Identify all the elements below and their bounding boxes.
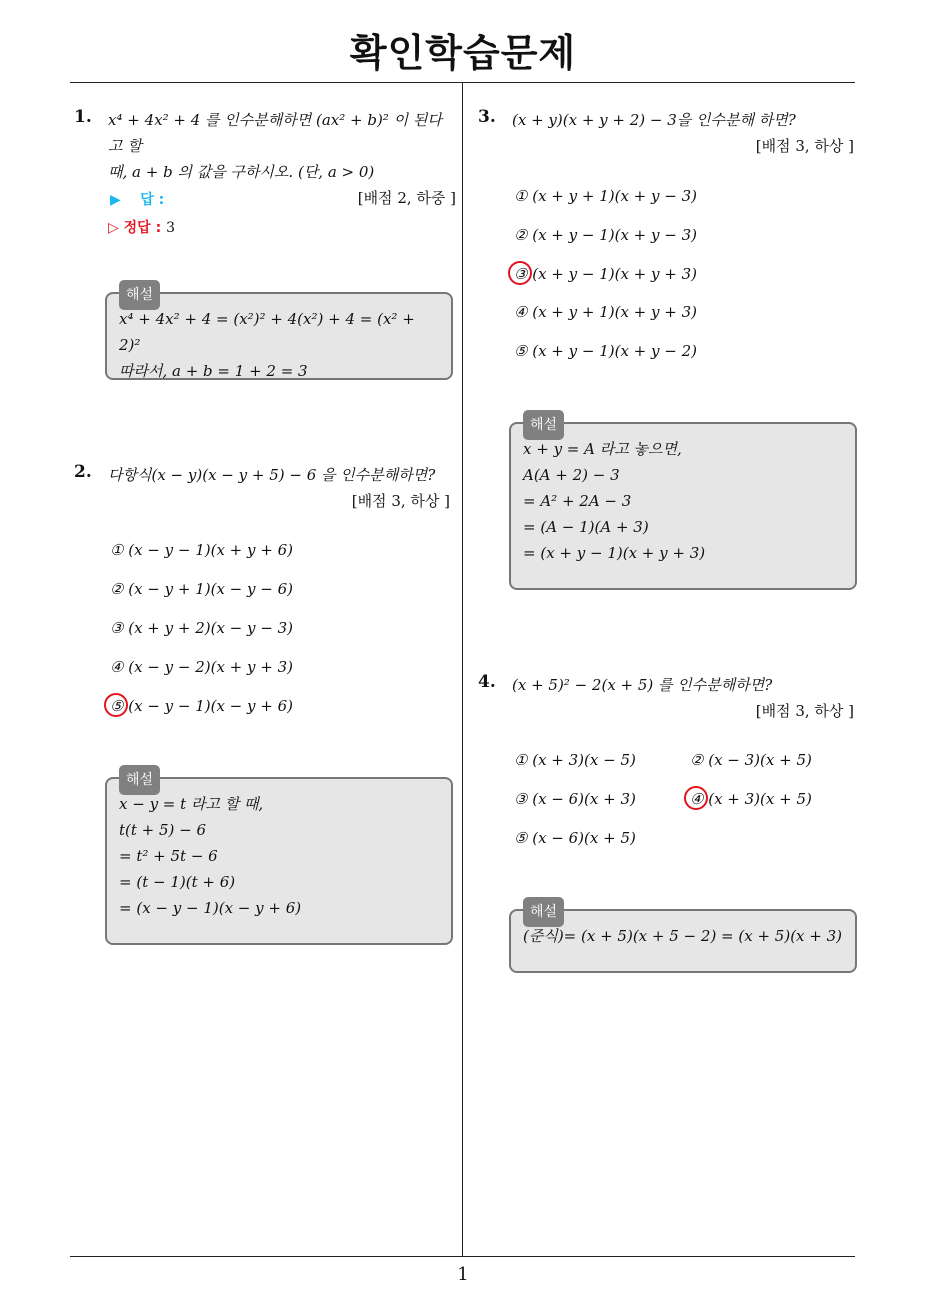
- question-number: 4.: [478, 672, 496, 692]
- solution-line: x + y = A 라고 놓으면,: [523, 440, 682, 458]
- outline-play-icon: ▷: [108, 220, 119, 236]
- correct-answer-value: 3: [166, 220, 175, 236]
- score-label: [배점 3, 하상 ]: [351, 492, 450, 510]
- correct-answer-line: [108, 217, 175, 237]
- question-3: [478, 107, 854, 159]
- choice-1[interactable]: ① (x − y − 1)(x + y + 6): [110, 541, 293, 559]
- solution-line: = (x + y − 1)(x + y + 3): [523, 544, 706, 562]
- choice-5[interactable]: [110, 697, 293, 715]
- page-number: 1: [457, 1264, 469, 1285]
- correct-label: 정답 :: [123, 220, 162, 236]
- selected-mark-icon: [684, 786, 708, 810]
- selected-mark-icon: [508, 261, 532, 285]
- solution-tag: 해설: [119, 280, 160, 310]
- play-icon: ▶: [110, 192, 121, 208]
- solution-line: x − y = t 라고 할 때,: [119, 795, 264, 813]
- question-number: 3.: [478, 107, 496, 127]
- solution-line: 따라서, a + b = 1 + 2 = 3: [119, 362, 308, 380]
- choice-4[interactable]: [690, 790, 812, 808]
- solution-tag: 해설: [119, 765, 160, 795]
- answer-line: [110, 189, 164, 209]
- choice-1[interactable]: ① (x + 3)(x − 5): [514, 751, 636, 769]
- solution-box-4: [509, 904, 857, 973]
- question-number: 1.: [74, 107, 92, 127]
- choice-2[interactable]: ② (x + y − 1)(x + y − 3): [514, 226, 697, 244]
- question-2: [74, 462, 450, 514]
- question-number: 2.: [74, 462, 92, 482]
- choice-3[interactable]: ③ (x + y + 2)(x − y − 3): [110, 619, 293, 637]
- question-4: [478, 672, 854, 724]
- solution-line: = (x − y − 1)(x − y + 6): [119, 899, 302, 917]
- question-text-line: (x + y)(x + y + 2) − 3을 인수분해 하면?: [512, 111, 796, 129]
- choice-4[interactable]: ④ (x + y + 1)(x + y + 3): [514, 303, 697, 321]
- solution-tag: 해설: [523, 410, 564, 440]
- question-text-line: (x + 5)² − 2(x + 5) 를 인수분해하면?: [512, 676, 773, 694]
- choice-text: ③ (x + y − 1)(x + y + 3): [514, 265, 697, 283]
- choice-1[interactable]: ① (x + y + 1)(x + y − 3): [514, 187, 697, 205]
- choice-text: ⑤ (x − y − 1)(x − y + 6): [110, 697, 293, 715]
- solution-line: A(A + 2) − 3: [523, 466, 620, 484]
- choice-2[interactable]: ② (x − y + 1)(x − y − 6): [110, 580, 293, 598]
- solution-line: t(t + 5) − 6: [119, 821, 207, 839]
- solution-box-2: [105, 772, 453, 945]
- score-label: [배점 3, 하상 ]: [755, 702, 854, 720]
- question-text-line: x⁴ + 4x² + 4 를 인수분해하면 (ax² + b)² 이 된다고 할: [108, 111, 442, 155]
- answer-label: 답 :: [140, 192, 165, 208]
- solution-line: (준식)= (x + 5)(x + 5 − 2) = (x + 5)(x + 3): [523, 927, 843, 945]
- question-text-line: 다항식(x − y)(x − y + 5) − 6 을 인수분해하면?: [108, 466, 436, 484]
- solution-line: = t² + 5t − 6: [119, 847, 218, 865]
- solution-line: = (A − 1)(A + 3): [523, 518, 649, 536]
- solution-line: = (t − 1)(t + 6): [119, 873, 236, 891]
- footer-rule: [70, 1256, 855, 1257]
- choice-text: ④ (x + 3)(x + 5): [690, 790, 812, 808]
- choice-3[interactable]: [514, 265, 697, 283]
- solution-line: x⁴ + 4x² + 4 = (x²)² + 4(x²) + 4 = (x² + 2)²: [119, 310, 415, 354]
- selected-mark-icon: [104, 693, 128, 717]
- score-label: [배점 2, 하중 ]: [357, 189, 456, 207]
- choice-3[interactable]: ③ (x − 6)(x + 3): [514, 790, 636, 808]
- solution-tag: 해설: [523, 897, 564, 927]
- solution-line: = A² + 2A − 3: [523, 492, 632, 510]
- choice-5[interactable]: ⑤ (x + y − 1)(x + y − 2): [514, 342, 697, 360]
- solution-box-1: [105, 287, 453, 380]
- choice-5[interactable]: ⑤ (x − 6)(x + 5): [514, 829, 636, 847]
- score-label: [배점 3, 하상 ]: [755, 137, 854, 155]
- choice-4[interactable]: ④ (x − y − 2)(x + y + 3): [110, 658, 293, 676]
- question-text-line: 때, a + b 의 값을 구하시오. (단, a > 0): [108, 163, 375, 181]
- page-title: 확인학습문제: [349, 31, 577, 75]
- choice-2[interactable]: ② (x − 3)(x + 5): [690, 751, 812, 769]
- solution-box-3: [509, 417, 857, 590]
- column-divider: [462, 82, 463, 1257]
